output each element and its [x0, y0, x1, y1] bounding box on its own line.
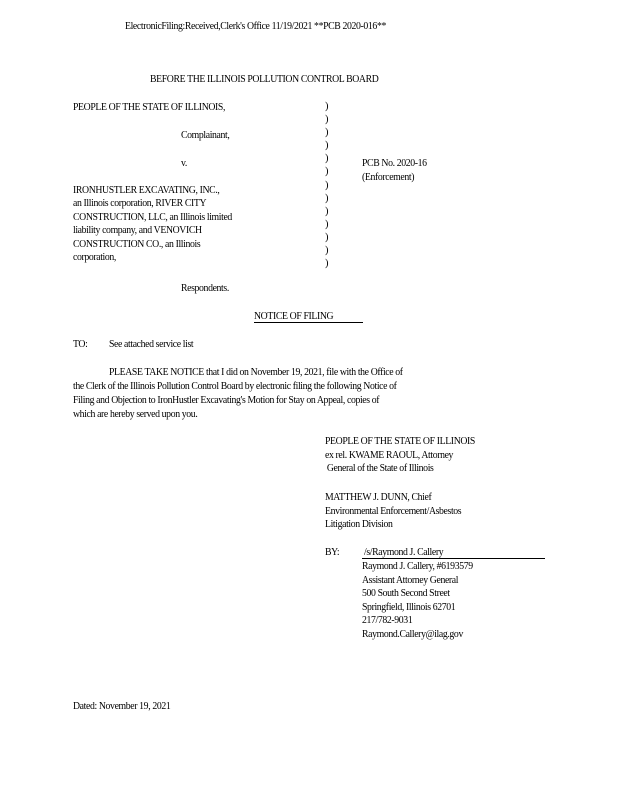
defendant-block: [73, 184, 232, 264]
contact-line: Raymond J. Callery, #6193579: [362, 561, 473, 572]
party-block: [325, 435, 475, 476]
division-line: Litigation Division: [325, 519, 393, 530]
plaintiff-name: PEOPLE OF THE STATE OF ILLINOIS,: [73, 102, 226, 113]
contact-line: 217/782-9031: [362, 615, 413, 626]
caption-paren-column: [325, 100, 335, 270]
party-line: PEOPLE OF THE STATE OF ILLINOIS: [325, 436, 475, 447]
contact-email[interactable]: Raymond.Callery@ilag.gov: [362, 628, 463, 640]
paren: ): [325, 114, 329, 126]
paren: ): [325, 192, 329, 204]
paren: ): [325, 231, 329, 243]
body-line: which are hereby served upon you.: [73, 409, 198, 420]
paren: ): [325, 205, 329, 217]
body-line: the Clerk of the Illinois Pollution Control Board by electronic filing the following Notice of: [73, 381, 397, 392]
division-line: Environmental Enforcement/Asbestos: [325, 505, 462, 517]
contact-line: Assistant Attorney General: [362, 574, 459, 586]
to-value: See attached service list: [109, 339, 194, 350]
paren: ): [325, 179, 329, 191]
paren: ): [325, 153, 329, 165]
notice-title: NOTICE OF FILING: [254, 311, 334, 322]
party-line: General of the State of Illinois: [326, 463, 434, 474]
paren: ): [325, 127, 329, 139]
contact-line: 500 South Second Street: [362, 588, 450, 599]
division-line: MATTHEW J. DUNN, Chief: [325, 492, 432, 503]
defendant-line: corporation,: [73, 251, 116, 263]
paren: ): [325, 258, 329, 270]
division-block: [325, 491, 461, 532]
versus-label: v.: [181, 158, 187, 169]
body-line: Filing and Objection to IronHustler Excavating's Motion for Stay on Appeal, copies of: [73, 395, 380, 406]
signature-rule: [362, 558, 545, 559]
defendant-line: liability company, and VENOVICH: [73, 225, 202, 237]
signature-line: /s/Raymond J. Callery: [364, 547, 444, 558]
defendant-line: an Illinois corporation, RIVER CITY: [73, 198, 207, 210]
body-line: PLEASE TAKE NOTICE that I did on November 19, 2021, file with the Office of: [109, 367, 403, 378]
dated-line: Dated: November 19, 2021: [73, 701, 171, 712]
to-label: TO:: [73, 339, 88, 350]
paren: ): [325, 218, 329, 230]
case-number: PCB No. 2020-16: [362, 158, 427, 169]
notice-title-underline: [254, 322, 363, 323]
paren: ): [325, 245, 329, 257]
by-label: BY:: [325, 547, 340, 558]
defendant-line: CONSTRUCTION CO., an Illinois: [73, 238, 201, 250]
board-title: BEFORE THE ILLINOIS POLLUTION CONTROL BOARD: [150, 74, 379, 85]
complainant-label: Complainant,: [181, 130, 230, 141]
contact-block: [362, 560, 473, 641]
filing-stamp: ElectronicFiling:Received,Clerk's Office 11/19/2021 **PCB 2020-016**: [125, 21, 386, 32]
respondents-label: Respondents.: [181, 283, 229, 294]
defendant-line: IRONHUSTLER EXCAVATING, INC.,: [73, 185, 220, 196]
paren: ): [325, 140, 329, 152]
case-type: (Enforcement): [362, 172, 415, 183]
party-line: ex rel. KWAME RAOUL, Attorney: [325, 449, 454, 461]
contact-line: Springfield, Illinois 62701: [362, 601, 456, 613]
defendant-line: CONSTRUCTION, LLC, an Illinois limited: [73, 211, 232, 223]
paren: ): [325, 101, 329, 112]
paren: ): [325, 166, 329, 178]
